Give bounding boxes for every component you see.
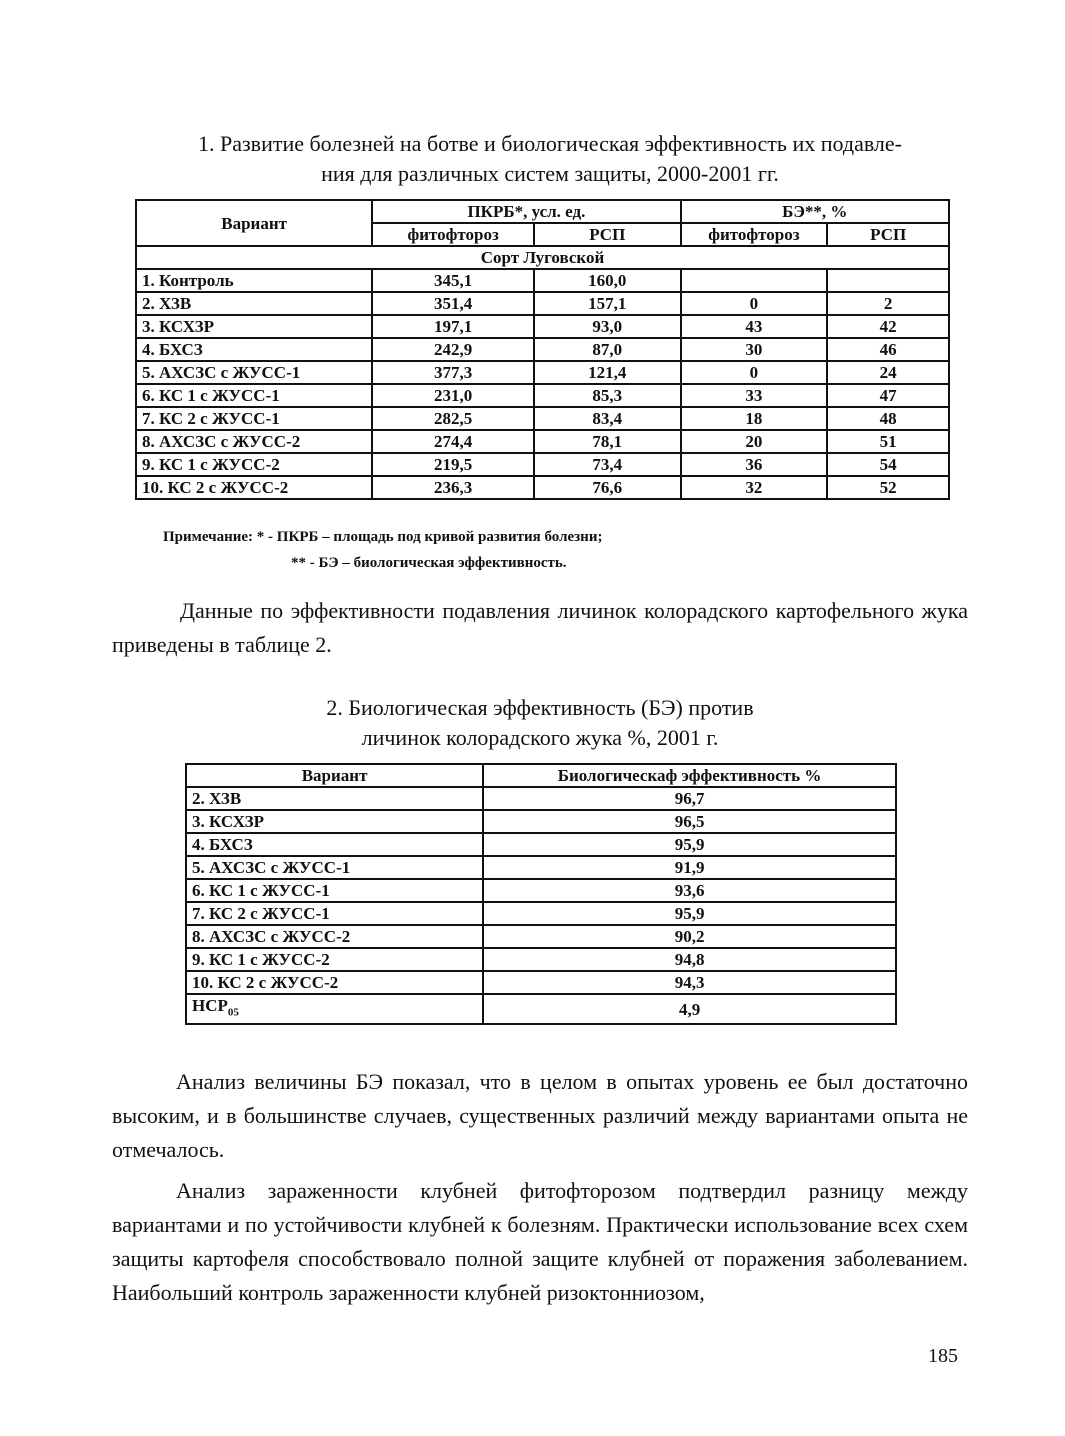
table1-cell-be-rsp: 46 xyxy=(827,338,949,361)
table1-cell-be-fito: 30 xyxy=(681,338,828,361)
table1-cell-pkrb-fito: 274,4 xyxy=(372,430,534,453)
table1-cell-pkrb-fito: 351,4 xyxy=(372,292,534,315)
table2-cell-variant: 4. БХСЗ xyxy=(186,833,483,856)
table1-row xyxy=(136,315,949,338)
table1-cell-variant: 2. ХЗВ xyxy=(136,292,372,315)
table1-header-be-fito: фитофтороз xyxy=(681,223,828,246)
table1-cell-be-fito: 33 xyxy=(681,384,828,407)
table2-cell-value: 90,2 xyxy=(483,925,896,948)
table2-caption-line1: 2. Биологическая эффективность (БЭ) против xyxy=(326,695,754,720)
page-number: 185 xyxy=(928,1345,958,1367)
table1-cell-pkrb-rsp: 93,0 xyxy=(534,315,681,338)
table1-note xyxy=(163,524,863,576)
paragraph-1: Данные по эффективности подавления личинок колорадского картофельного жука приведены в таблице 2. xyxy=(112,598,968,657)
table1-sort-label: Сорт Луговской xyxy=(136,246,949,269)
table1-cell-be-fito xyxy=(681,269,828,292)
table1-cell-pkrb-fito: 219,5 xyxy=(372,453,534,476)
table2-caption-line2: личинок колорадского жука %, 2001 г. xyxy=(361,725,719,750)
table1-cell-variant: 3. КСХЗР xyxy=(136,315,372,338)
table2-row xyxy=(186,902,896,925)
table1-cell-be-rsp: 47 xyxy=(827,384,949,407)
table2-caption xyxy=(250,693,830,753)
hcp-subscript: 05 xyxy=(227,1006,239,1019)
table2-cell-value: 94,3 xyxy=(483,971,896,994)
table2-cell-value: 96,7 xyxy=(483,787,896,810)
table2-cell-value: 94,8 xyxy=(483,948,896,971)
table1-cell-be-rsp: 2 xyxy=(827,292,949,315)
table1-cell-pkrb-rsp: 78,1 xyxy=(534,430,681,453)
table1-header-be: БЭ**, % xyxy=(681,200,949,223)
table1-cell-variant: 8. АХСЗС с ЖУСС-2 xyxy=(136,430,372,453)
table2-hcp-label xyxy=(186,994,483,1024)
table1-cell-variant: 6. КС 1 с ЖУСС-1 xyxy=(136,384,372,407)
table2-cell-variant: 9. КС 1 с ЖУСС-2 xyxy=(186,948,483,971)
table1-row xyxy=(136,269,949,292)
table1-cell-pkrb-rsp: 76,6 xyxy=(534,476,681,499)
table2-cell-variant: 5. АХСЗС с ЖУСС-1 xyxy=(186,856,483,879)
table1-caption-line1: 1. Развитие болезней на ботве и биологическая эффективность их подавле- xyxy=(197,131,902,156)
table2-cell-variant: 10. КС 2 с ЖУСС-2 xyxy=(186,971,483,994)
table1-caption-line2: ния для различных систем защиты, 2000-2001 гг. xyxy=(321,161,779,186)
table1-cell-variant: 7. КС 2 с ЖУСС-1 xyxy=(136,407,372,430)
table2-cell-value: 95,9 xyxy=(483,902,896,925)
table2-header-be: Биологическаф эффективность % xyxy=(483,764,896,787)
table1-row xyxy=(136,453,949,476)
table1-cell-be-fito: 0 xyxy=(681,361,828,384)
table1-row xyxy=(136,407,949,430)
table1-cell-pkrb-rsp: 73,4 xyxy=(534,453,681,476)
table1-header-pkrb: ПКРБ*, усл. ед. xyxy=(372,200,680,223)
table1-cell-be-rsp: 48 xyxy=(827,407,949,430)
table1-note-line1: Примечание: * - ПКРБ – площадь под кривой развития болезни; xyxy=(163,529,603,545)
table1-cell-be-rsp: 54 xyxy=(827,453,949,476)
table2-row xyxy=(186,810,896,833)
table1-cell-pkrb-fito: 242,9 xyxy=(372,338,534,361)
table1-cell-pkrb-rsp: 121,4 xyxy=(534,361,681,384)
table1-header-be-rsp: РСП xyxy=(827,223,949,246)
table2-row xyxy=(186,856,896,879)
table2-cell-value: 96,5 xyxy=(483,810,896,833)
table2-row xyxy=(186,833,896,856)
table1-cell-be-rsp: 51 xyxy=(827,430,949,453)
table1-body xyxy=(136,269,949,499)
table1-cell-be-rsp: 52 xyxy=(827,476,949,499)
hcp-text: НСР xyxy=(192,996,228,1015)
table1-cell-pkrb-fito: 197,1 xyxy=(372,315,534,338)
table2-cell-variant: 2. ХЗВ xyxy=(186,787,483,810)
table1-cell-variant: 5. АХСЗС с ЖУСС-1 xyxy=(136,361,372,384)
table1-row xyxy=(136,476,949,499)
table1-header-pkrb-fito: фитофтороз xyxy=(372,223,534,246)
table1-cell-variant: 10. КС 2 с ЖУСС-2 xyxy=(136,476,372,499)
table2-cell-variant: 6. КС 1 с ЖУСС-1 xyxy=(186,879,483,902)
table1-cell-be-rsp xyxy=(827,269,949,292)
table1-row xyxy=(136,430,949,453)
table1-cell-pkrb-fito: 236,3 xyxy=(372,476,534,499)
table2-row xyxy=(186,787,896,810)
paragraph-2: Анализ величины БЭ показал, что в целом в опытах уровень ее был достаточно высоким, и в большинстве случаев, существенных различий между вариантами опыта не отмечалось. xyxy=(112,1069,968,1162)
table2-cell-value: 95,9 xyxy=(483,833,896,856)
table1-cell-pkrb-rsp: 157,1 xyxy=(534,292,681,315)
table1-cell-pkrb-fito: 377,3 xyxy=(372,361,534,384)
table1-header-variant: Вариант xyxy=(136,200,372,246)
table1-row xyxy=(136,338,949,361)
table2-cell-value: 91,9 xyxy=(483,856,896,879)
table1-cell-variant: 9. КС 1 с ЖУСС-2 xyxy=(136,453,372,476)
table1-cell-pkrb-fito: 282,5 xyxy=(372,407,534,430)
table2-cell-variant: 3. КСХЗР xyxy=(186,810,483,833)
table2-body xyxy=(186,787,896,994)
table1-cell-pkrb-rsp: 160,0 xyxy=(534,269,681,292)
table2-cell-value: 93,6 xyxy=(483,879,896,902)
table2-row xyxy=(186,971,896,994)
table2-row xyxy=(186,879,896,902)
table1-cell-be-fito: 36 xyxy=(681,453,828,476)
table2-row xyxy=(186,925,896,948)
table2-row xyxy=(186,948,896,971)
table1-cell-be-rsp: 42 xyxy=(827,315,949,338)
table1 xyxy=(135,199,950,500)
table1-header-pkrb-rsp: РСП xyxy=(534,223,681,246)
table1-cell-be-fito: 43 xyxy=(681,315,828,338)
table1-cell-pkrb-rsp: 87,0 xyxy=(534,338,681,361)
table1-cell-variant: 4. БХСЗ xyxy=(136,338,372,361)
table1-cell-be-rsp: 24 xyxy=(827,361,949,384)
table1-cell-be-fito: 32 xyxy=(681,476,828,499)
table1-row xyxy=(136,292,949,315)
table1-note-line2: ** - БЭ – биологическая эффективность. xyxy=(291,555,567,571)
paragraph-3: Анализ зараженности клубней фитофторозом подтвердил разницу между вариантами и по устойчивости клубней к болезням. Практически использование всех схем защиты картофеля способствовало полной защите клубней от поражения заболеванием. Наибольший контроль зараженности клубней ризоктонниозом, xyxy=(112,1178,968,1305)
table1-row xyxy=(136,384,949,407)
table1-row xyxy=(136,361,949,384)
table1-cell-be-fito: 0 xyxy=(681,292,828,315)
table1-cell-pkrb-fito: 231,0 xyxy=(372,384,534,407)
table2-header-variant: Вариант xyxy=(186,764,483,787)
table1-cell-be-fito: 20 xyxy=(681,430,828,453)
table1-caption xyxy=(100,129,1000,189)
table1-cell-pkrb-rsp: 85,3 xyxy=(534,384,681,407)
table1-cell-be-fito: 18 xyxy=(681,407,828,430)
table1-cell-pkrb-rsp: 83,4 xyxy=(534,407,681,430)
table2-cell-variant: 8. АХСЗС с ЖУСС-2 xyxy=(186,925,483,948)
table1-cell-pkrb-fito: 345,1 xyxy=(372,269,534,292)
table2 xyxy=(185,763,897,1025)
table2-hcp-value: 4,9 xyxy=(483,994,896,1024)
table2-cell-variant: 7. КС 2 с ЖУСС-1 xyxy=(186,902,483,925)
table1-cell-variant: 1. Контроль xyxy=(136,269,372,292)
